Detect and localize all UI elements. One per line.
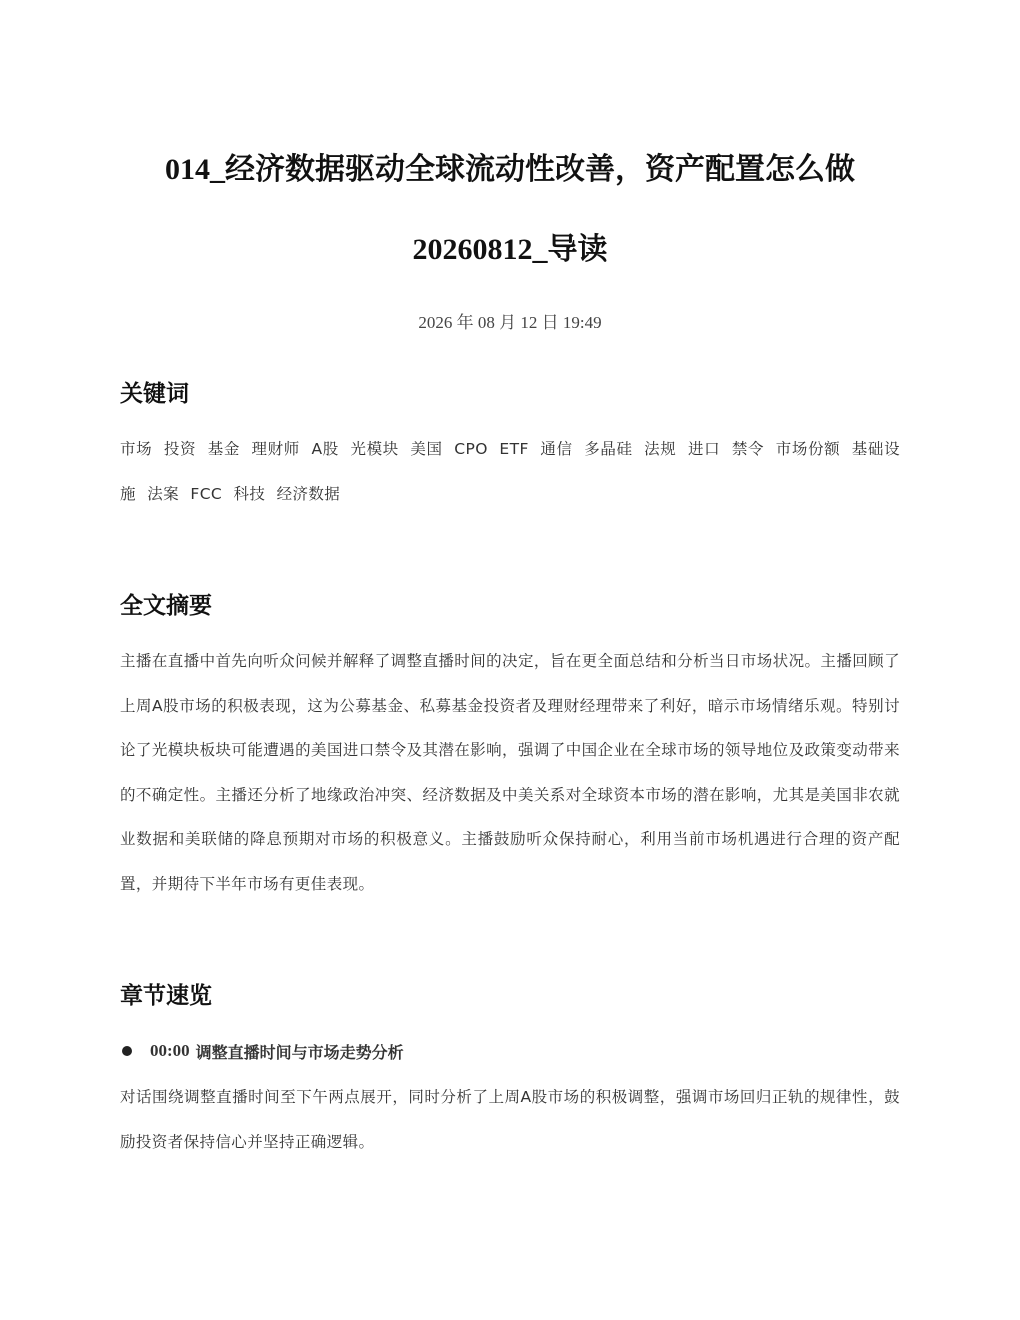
keyword: 进口	[688, 440, 721, 458]
keyword: 科技	[233, 484, 266, 503]
chapter-timestamp: 00:00	[150, 1041, 190, 1060]
chapter-item	[120, 1036, 900, 1066]
keyword: 通信	[540, 440, 573, 458]
keyword: 禁令	[731, 440, 765, 458]
keywords-heading: 关键词	[120, 381, 189, 407]
keyword: 基础设施	[120, 440, 900, 503]
bullet-icon	[122, 1046, 132, 1056]
document-title-line-2: 20260812_导读	[412, 233, 608, 266]
keyword: 美国	[410, 440, 443, 458]
document-title-line-1: 014_经济数据驱动全球流动性改善，资产配置怎么做	[165, 153, 855, 186]
keyword: 多晶硅	[584, 440, 633, 458]
keyword: 投资	[163, 440, 197, 458]
keyword: ETF	[499, 440, 529, 458]
keywords-list	[120, 427, 900, 516]
keyword: 基金	[207, 440, 240, 458]
keyword: 法案	[147, 484, 180, 503]
keyword: 理财师	[251, 440, 300, 458]
summary-heading: 全文摘要	[120, 593, 212, 619]
chapter-description: 对话围绕调整直播时间至下午两点展开，同时分析了上周A股市场的积极调整，强调市场回归正轨的规律性，鼓励投资者保持信心并坚持正确逻辑。	[120, 1088, 900, 1151]
keyword: 经济数据	[276, 484, 341, 503]
keyword: FCC	[190, 484, 223, 503]
keyword: A股	[311, 440, 339, 458]
summary-paragraph: 主播在直播中首先向听众问候并解释了调整直播时间的决定，旨在更全面总结和分析当日市场状况。主播回顾了上周A股市场的积极表现，这为公募基金、私募基金投资者及理财经理带来了利好，暗示市场情绪乐观。特别讨论了光模块板块可能遭遇的美国进口禁令及其潜在影响，强调了中国企业在全球市场的领导地位及政策变动带来的不确定性。主播还分析了地缘政治冲突、经济数据及中美关系对全球资本市场的潜在影响，尤其是美国非农就业数据和美联储的降息预期对市场的积极意义。主播鼓励听众保持耐心，利用当前市场机遇进行合理的资产配置，并期待下半年市场有更佳表现。	[120, 652, 900, 893]
keyword: 市场	[120, 440, 153, 458]
chapters-heading: 章节速览	[120, 983, 212, 1009]
keyword: 法规	[644, 440, 677, 458]
keyword: 光模块	[350, 440, 399, 458]
keyword: CPO	[454, 440, 488, 458]
chapter-title: 调整直播时间与市场走势分析	[195, 1042, 404, 1062]
document-datetime: 2026 年 08 月 12 日 19:49	[418, 313, 602, 332]
keyword: 市场份额	[775, 440, 841, 458]
